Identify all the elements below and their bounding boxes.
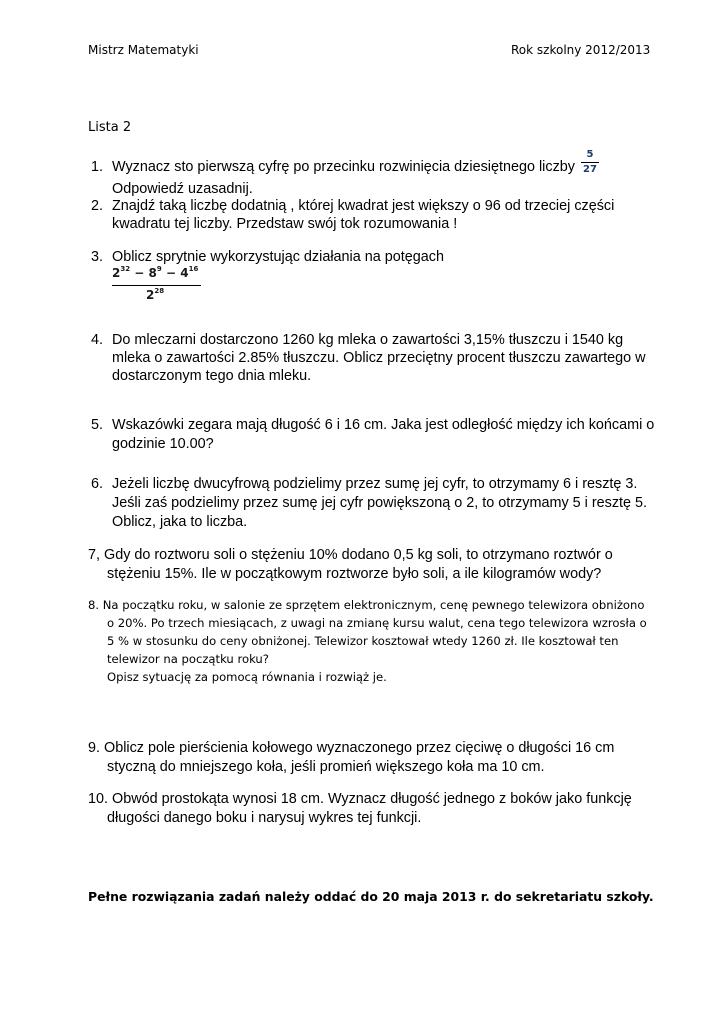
question-number: 5. — [91, 417, 104, 433]
question-text: dostarczonym tego dnia mleku. — [112, 368, 312, 384]
formula-operator: − — [134, 266, 145, 280]
fraction-numerator: 5 — [586, 149, 594, 160]
question-text: 8. Na początku roku, w salonie ze sprzętem elektronicznym, cenę pewnego telewizora obniżono — [88, 598, 645, 612]
question-text: mleka o zawartości 2.85% tłuszczu. Oblicz przeciętny procent tłuszczu zawartego w — [112, 350, 646, 366]
question-text: Oblicz sprytnie wykorzystując działania na potęgach — [112, 249, 444, 265]
question-text: godzinie 10.00? — [112, 436, 214, 452]
question-text: Wyznacz sto pierwszą cyfrę po przecinku rozwinięcia dziesiętnego liczby — [112, 159, 575, 175]
question-text: styczną do mniejszego koła, jeśli promień większego koła ma 10 cm. — [107, 759, 545, 775]
question-number: 2. — [91, 198, 104, 214]
question-text: 10. Obwód prostokąta wynosi 18 cm. Wyznacz długość jednego z boków jako funkcję — [88, 791, 632, 807]
question-text: Jeżeli liczbę dwucyfrową podzielimy przez sumę jej cyfr, to otrzymamy 6 i resztę 3. — [112, 476, 638, 492]
question-number: 4. — [91, 332, 104, 348]
fraction-denominator: 27 — [583, 164, 597, 175]
formula-operator: − — [165, 266, 177, 280]
question-number: 6. — [91, 476, 104, 492]
formula-base: 2 — [112, 266, 121, 280]
question-text: Wskazówki zegara mają długość 6 i 16 cm. Jaka jest odległość między ich końcami o — [112, 417, 655, 433]
question-text: 9. Oblicz pole pierścienia kołowego wyznaczonego przez cięciwę o długości 16 cm — [88, 740, 615, 756]
header-left: Mistrz Matematyki — [88, 43, 199, 57]
formula-exponent: 9 — [156, 265, 162, 273]
formula-exponent: 32 — [120, 265, 131, 273]
question-text: Oblicz, jaka to liczba. — [112, 514, 248, 530]
question-text: o 20%. Po trzech miesiącach, z uwagi na zmianę kursu walut, cena tego telewizora wzrosła o — [107, 616, 647, 630]
question-text: kwadratu tej liczby. Przedstaw swój tok rozumowania ! — [112, 216, 458, 232]
question-text: telewizor na początku roku? — [107, 652, 269, 666]
formula-base: 8 — [148, 266, 157, 280]
question-number: 3. — [91, 249, 104, 265]
fraction-line — [581, 162, 599, 163]
question-text: Znajdź taką liczbę dodatnią , której kwadrat jest większy o 96 od trzeciej części — [112, 198, 615, 214]
question-text: Odpowiedź uzasadnij. — [112, 181, 253, 197]
formula-base: 4 — [180, 266, 189, 280]
header-right: Rok szkolny 2012/2013 — [511, 43, 651, 57]
question-text: 7, Gdy do roztworu soli o stężeniu 10% dodano 0,5 kg soli, to otrzymano roztwór o — [88, 547, 613, 563]
formula-numerator — [112, 265, 198, 280]
formula-base: 2 — [146, 288, 155, 302]
question-number: 1. — [91, 159, 104, 175]
list-title: Lista 2 — [88, 120, 132, 135]
question-text: długości danego boku i narysuj wykres tej funkcji. — [107, 810, 422, 826]
question-text: 5 % w stosunku do ceny obniżonej. Telewizor kosztował wtedy 1260 zł. Ile kosztował ten — [107, 634, 619, 648]
formula-exponent: 16 — [188, 265, 199, 273]
formula-exponent: 28 — [154, 287, 165, 295]
question-text: Opisz sytuację za pomocą równania i rozwiąż je. — [107, 670, 387, 684]
question-text: stężeniu 15%. Ile w początkowym roztworze było soli, a ile kilogramów wody? — [107, 566, 602, 582]
submission-note: Pełne rozwiązania zadań należy oddać do 20 maja 2013 r. do sekretariatu szkoły. — [88, 889, 654, 904]
formula-denominator — [146, 287, 164, 302]
question-text: Jeśli zaś podzielimy przez sumę jej cyfr powiększoną o 2, to otrzymamy 5 i resztę 5. — [112, 495, 648, 511]
fraction-line — [112, 285, 201, 286]
question-text: Do mleczarni dostarczono 1260 kg mleka o zawartości 3,15% tłuszczu i 1540 kg — [112, 332, 624, 348]
